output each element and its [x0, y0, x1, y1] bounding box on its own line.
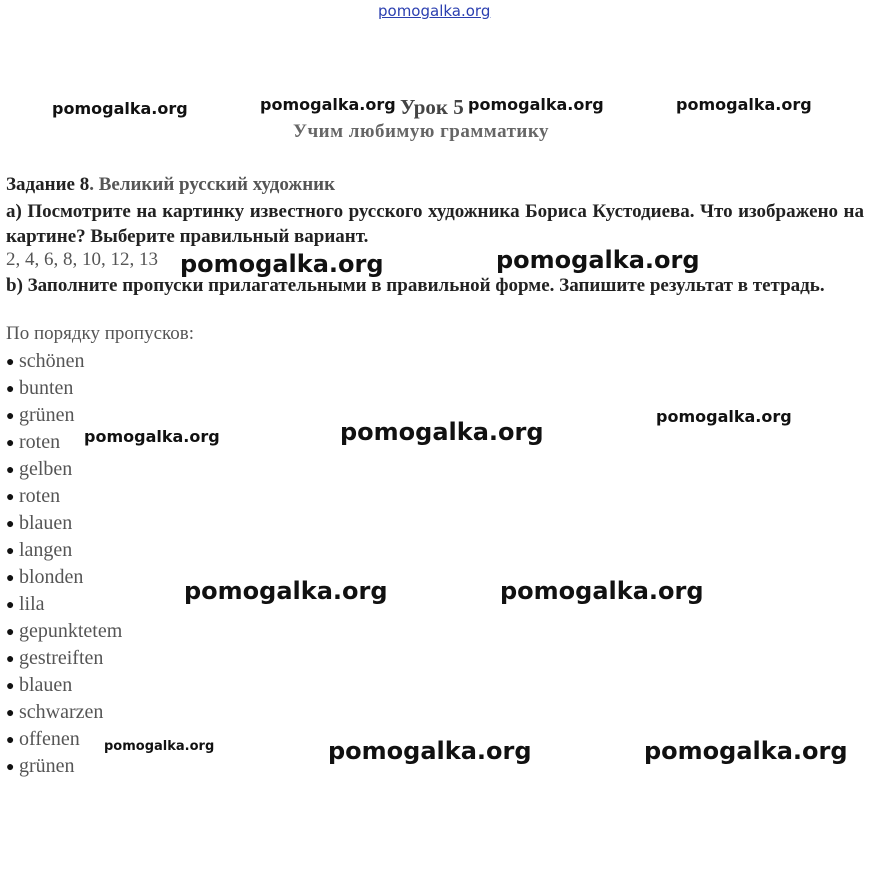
list-item: ● roten	[6, 429, 122, 456]
bullet-icon: ●	[6, 598, 15, 613]
watermark: pomogalka.org	[340, 418, 544, 446]
list-item: ● schönen	[6, 348, 122, 375]
watermark: pomogalka.org	[180, 250, 384, 278]
watermark: pomogalka.org	[184, 577, 388, 605]
watermark: pomogalka.org	[656, 407, 792, 426]
task-part-b: b) Заполните пропуски прилагательными в правильной форме. Запишите результат в тетрадь.	[6, 275, 825, 296]
list-item: ● grünen	[6, 402, 122, 429]
bullet-icon: ●	[6, 625, 15, 640]
task-title: . Великий русский художник	[89, 174, 336, 195]
order-label: По порядку пропусков:	[6, 323, 195, 344]
list-item: ● roten	[6, 483, 122, 510]
list-item: ● blonden	[6, 564, 122, 591]
bullet-icon: ●	[6, 760, 15, 775]
list-item: ● bunten	[6, 375, 122, 402]
bullet-icon: ●	[6, 355, 15, 370]
answers-list	[6, 348, 122, 780]
watermark: pomogalka.org	[496, 246, 700, 274]
bullet-icon: ●	[6, 733, 15, 748]
watermark: pomogalka.org	[328, 737, 532, 765]
list-item: ● blauen	[6, 672, 122, 699]
list-item: ● grünen	[6, 753, 122, 780]
top-watermark-link[interactable]: pomogalka.org	[378, 2, 491, 20]
bullet-icon: ●	[6, 463, 15, 478]
lesson-title: Урок 5	[400, 95, 464, 119]
task-heading	[6, 174, 335, 196]
list-item: ● lila	[6, 591, 122, 618]
bullet-icon: ●	[6, 679, 15, 694]
list-item: ● langen	[6, 537, 122, 564]
task-part-a: а) Посмотрите на картинку известного русского художника Бориса Кустодиева. Что изображено на картине? Выберите правильный вариант.	[6, 201, 864, 247]
watermark: pomogalka.org	[52, 99, 188, 118]
task-label: Задание 8	[6, 174, 90, 195]
list-item: ● schwarzen	[6, 699, 122, 726]
watermark: pomogalka.org	[84, 427, 220, 446]
watermark: pomogalka.org	[500, 577, 704, 605]
bullet-icon: ●	[6, 517, 15, 532]
list-item: ● offenen	[6, 726, 122, 753]
watermark: pomogalka.org	[644, 737, 848, 765]
bullet-icon: ●	[6, 706, 15, 721]
bullet-icon: ●	[6, 409, 15, 424]
watermark: pomogalka.org	[468, 95, 604, 114]
list-item: ● gestreiften	[6, 645, 122, 672]
list-item: ● blauen	[6, 510, 122, 537]
bullet-icon: ●	[6, 490, 15, 505]
bullet-icon: ●	[6, 544, 15, 559]
list-item: ● gepunktetem	[6, 618, 122, 645]
bullet-icon: ●	[6, 436, 15, 451]
bullet-icon: ●	[6, 382, 15, 397]
answer-a: 2, 4, 6, 8, 10, 12, 13	[6, 249, 158, 270]
lesson-subtitle: Учим любимую грамматику	[293, 121, 550, 142]
bullet-icon: ●	[6, 652, 15, 667]
watermark: pomogalka.org	[260, 95, 396, 114]
list-item: ● gelben	[6, 456, 122, 483]
watermark: pomogalka.org	[104, 739, 215, 754]
watermark: pomogalka.org	[676, 95, 812, 114]
bullet-icon: ●	[6, 571, 15, 586]
